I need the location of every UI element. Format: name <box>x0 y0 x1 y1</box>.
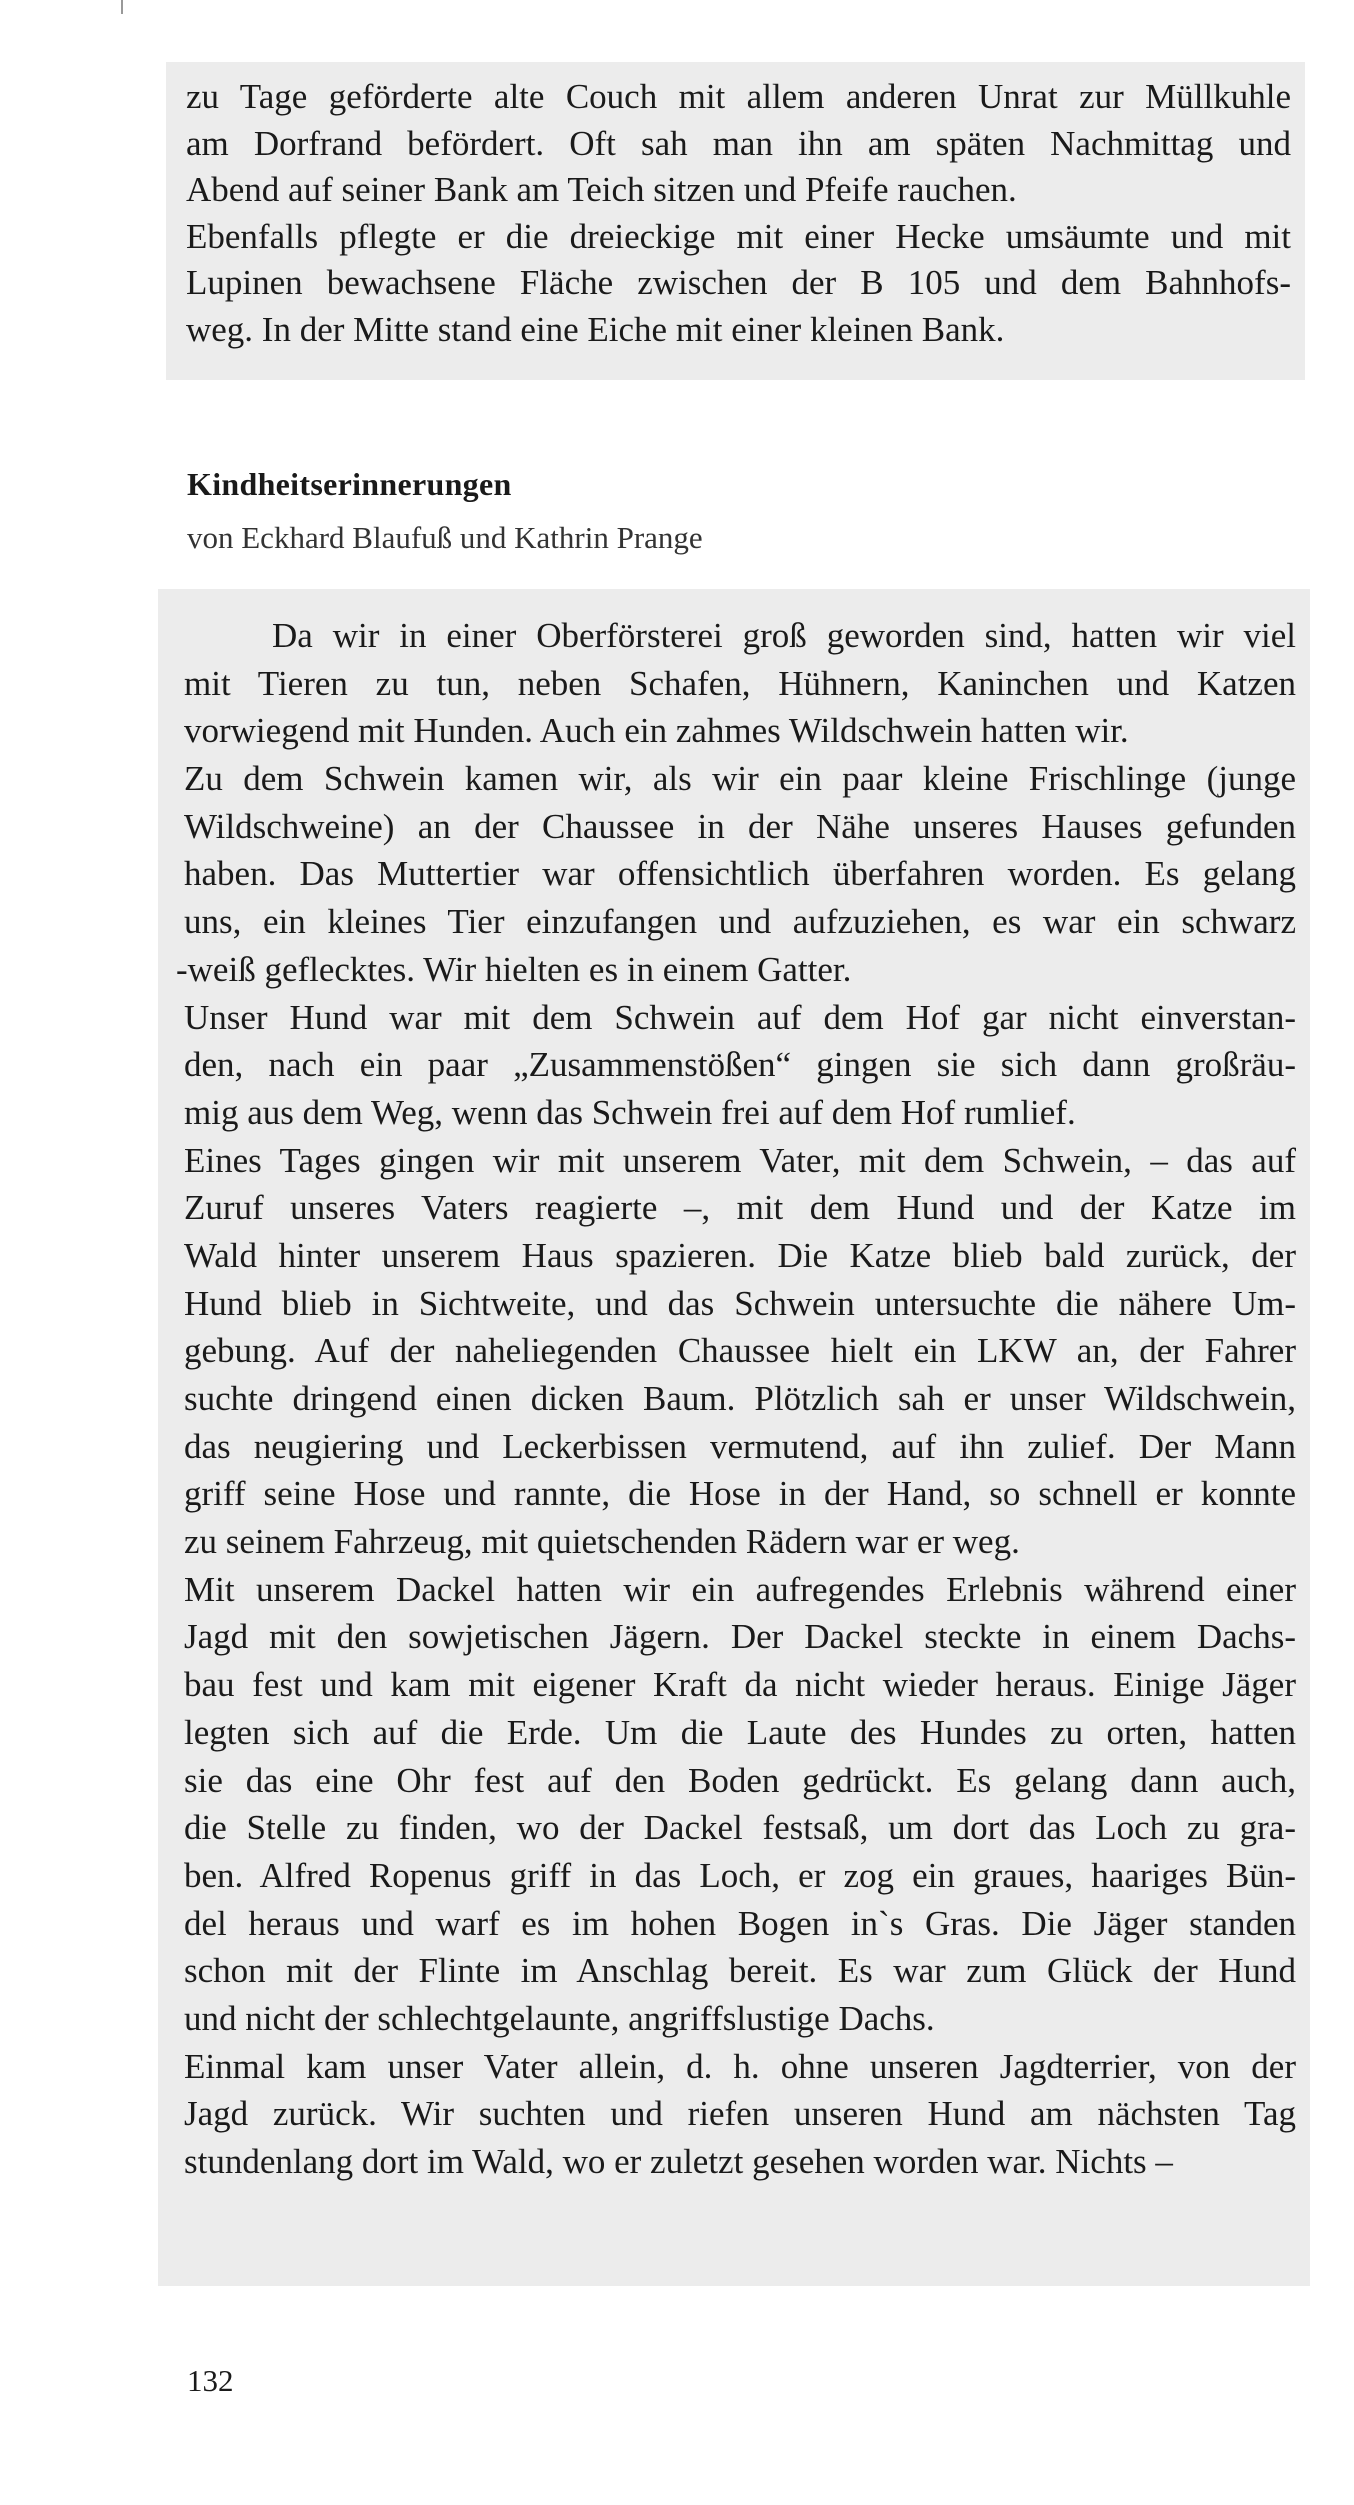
text-line: Ebenfalls pflegte er die dreieckige mit einer Hecke umsäumte und mit <box>186 216 1291 256</box>
text-line: haben. Das Muttertier war offensichtlich überfahren worden. Es gelang <box>184 854 1296 894</box>
text-line: Zuruf unseres Vaters reagierte –, mit dem Hund und der Katze im <box>184 1188 1296 1228</box>
text-line: Unser Hund war mit dem Schwein auf dem Hof gar nicht einverstan- <box>184 997 1296 1037</box>
text-line: del heraus und warf es im hohen Bogen in`s Gras. Die Jäger standen <box>184 1903 1296 1943</box>
text-line: Abend auf seiner Bank am Teich sitzen und Pfeife rauchen. <box>186 170 1017 209</box>
top-paragraph <box>186 74 1291 353</box>
text-line: Jagd zurück. Wir suchten und riefen unseren Hund am nächsten Tag <box>184 2094 1296 2134</box>
text-line: Wildschweine) an der Chaussee in der Nähe unseres Hauses gefunden <box>184 806 1296 846</box>
text-line: bau fest und kam mit eigener Kraft da nicht wieder heraus. Einige Jäger <box>184 1665 1296 1705</box>
text-line: weg. In der Mitte stand eine Eiche mit einer kleinen Bank. <box>186 309 1005 349</box>
text-line: Eines Tages gingen wir mit unserem Vater, mit dem Schwein, – das auf <box>184 1140 1296 1180</box>
margin-mark <box>121 0 123 14</box>
text-line: die Stelle zu finden, wo der Dackel festsaß, um dort das Loch zu gra- <box>184 1808 1296 1848</box>
text-line: Da wir in einer Oberförsterei groß geworden sind, hatten wir viel <box>272 616 1296 655</box>
text-line: und nicht der schlechtgelaunte, angriffslustige Dachs. <box>184 1998 935 2038</box>
text-line: gebung. Auf der naheliegenden Chaussee hielt ein LKW an, der Fahrer <box>184 1331 1296 1371</box>
text-line: mit Tieren zu tun, neben Schafen, Hühnern, Kaninchen und Katzen <box>184 663 1296 703</box>
text-line: Mit unserem Dackel hatten wir ein aufregendes Erlebnis während einer <box>184 1569 1296 1609</box>
text-line: Lupinen bewachsene Fläche zwischen der B 105 und dem Bahnhofs- <box>186 263 1291 302</box>
text-line: den, nach ein paar „Zusammenstößen“ gingen sie sich dann großräu- <box>184 1045 1296 1085</box>
text-line: suchte dringend einen dicken Baum. Plötzlich sah er unser Wildschwein, <box>184 1379 1296 1418</box>
text-line: zu seinem Fahrzeug, mit quietschenden Rädern war er weg. <box>184 1522 1020 1562</box>
section-authors: von Eckhard Blaufuß und Kathrin Prange <box>187 520 703 555</box>
text-line: Zu dem Schwein kamen wir, als wir ein paar kleine Frischlinge (junge <box>184 759 1296 799</box>
text-line: -weiß geflecktes. Wir hielten es in einem Gatter. <box>176 949 852 989</box>
text-line: griff seine Hose und rannte, die Hose in der Hand, so schnell er konnte <box>184 1474 1296 1514</box>
text-line: Hund blieb in Sichtweite, und das Schwein untersuchte die nähere Um- <box>184 1283 1296 1323</box>
text-line: das neugiering und Leckerbissen vermutend, auf ihn zulief. Der Mann <box>184 1426 1296 1466</box>
text-line: Einmal kam unser Vater allein, d. h. ohne unseren Jagdterrier, von der <box>184 2046 1296 2086</box>
text-line: mig aus dem Weg, wenn das Schwein frei auf dem Hof rumlief. <box>184 1092 1076 1132</box>
main-text <box>176 612 1296 2186</box>
text-line: vorwiegend mit Hunden. Auch ein zahmes Wildschwein hatten wir. <box>184 711 1129 751</box>
text-line: ben. Alfred Ropenus griff in das Loch, er zog ein graues, haariges Bün- <box>184 1855 1296 1895</box>
text-line: schon mit der Flinte im Anschlag bereit. Es war zum Glück der Hund <box>184 1951 1296 1991</box>
text-line: Jagd mit den sowjetischen Jägern. Der Dackel steckte in einem Dachs- <box>184 1617 1296 1657</box>
text-line: zu Tage geförderte alte Couch mit allem anderen Unrat zur Müllkuhle <box>186 77 1291 116</box>
text-line: uns, ein kleines Tier einzufangen und aufzuziehen, es war ein schwarz <box>184 902 1296 942</box>
text-line: am Dorfrand befördert. Oft sah man ihn am späten Nachmittag und <box>186 123 1291 163</box>
text-line: Wald hinter unserem Haus spazieren. Die Katze blieb bald zurück, der <box>184 1235 1296 1275</box>
section-heading: Kindheitserinnerungen <box>187 466 512 502</box>
text-line: legten sich auf die Erde. Um die Laute des Hundes zu orten, hatten <box>184 1712 1296 1752</box>
page-number: 132 <box>187 2363 234 2398</box>
text-line: stundenlang dort im Wald, wo er zuletzt gesehen worden war. Nichts – <box>184 2142 1173 2181</box>
text-line: sie das eine Ohr fest auf den Boden gedrückt. Es gelang dann auch, <box>184 1760 1296 1800</box>
